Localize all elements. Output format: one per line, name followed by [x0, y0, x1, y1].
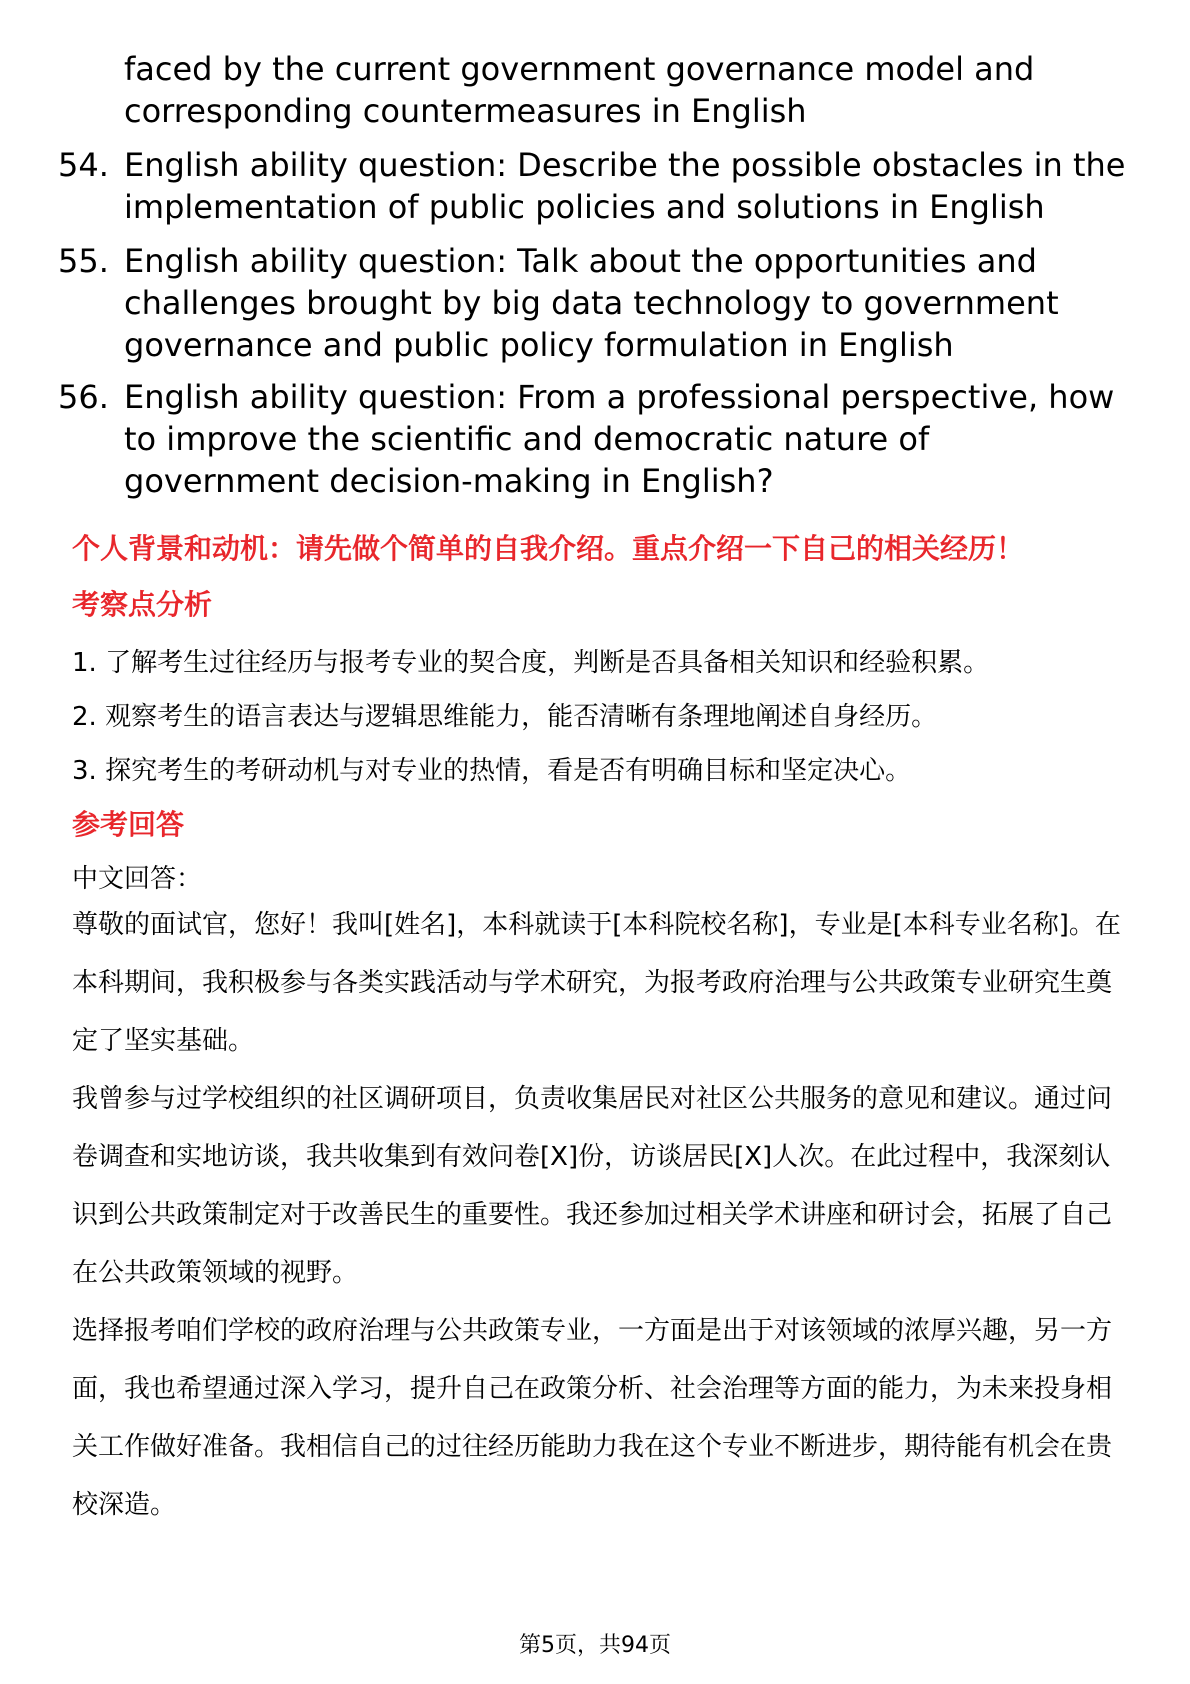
list-text: English ability question: From a professional perspective, how to improve the scientific and democratic nature of government decision-making in English? — [124, 378, 1115, 500]
list-number: 54. — [58, 146, 109, 184]
analysis-point: 2. 观察考生的语言表达与逻辑思维能力，能否清晰有条理地阐述自身经历。 — [72, 702, 938, 732]
analysis-title: 考察点分析 — [72, 588, 213, 621]
answer-paragraph: 我曾参与过学校组织的社区调研项目，负责收集居民对社区公共服务的意见和建议。通过问卷调查和实地访谈，我共收集到有效问卷[X]份，访谈居民[X]人次。在此过程中，我深刻认识到公共政策制定对于改善民生的重要性。我还参加过相关学术讲座和研讨会，拓展了自己在公共政策领域的视野。 — [72, 1084, 1113, 1288]
analysis-point: 3. 探究考生的考研动机与对专业的热情，看是否有明确目标和坚定决心。 — [72, 756, 912, 786]
list-number: 55. — [58, 242, 109, 280]
list-text: faced by the current government governance model and corresponding countermeasures in English — [124, 50, 1035, 130]
analysis-point: 1. 了解考生过往经历与报考专业的契合度，判断是否具备相关知识和经验积累。 — [72, 648, 990, 678]
list-item-56 — [58, 376, 1128, 502]
section-heading: 个人背景和动机：请先做个简单的自我介绍。重点介绍一下自己的相关经历！ — [72, 532, 1025, 565]
list-text: English ability question: Describe the possible obstacles in the implementation of public policies and solutions in English — [124, 146, 1126, 226]
answer-paragraph: 尊敬的面试官，您好！我叫[姓名]，本科就读于[本科院校名称]，专业是[本科专业名称]。在本科期间，我积极参与各类实践活动与学术研究，为报考政府治理与公共政策专业研究生奠定了坚实基础。 — [72, 910, 1121, 1056]
list-number: 56. — [58, 378, 109, 416]
list-text: English ability question: Talk about the opportunities and challenges brought by big data technology to government governance and public policy formulation in English — [124, 242, 1059, 364]
page-footer: 第5页，共94页 — [519, 1633, 671, 1658]
answer-paragraph: 选择报考咱们学校的政府治理与公共政策专业，一方面是出于对该领域的浓厚兴趣，另一方面，我也希望通过深入学习，提升自己在政策分析、社会治理等方面的能力，为未来投身相关工作做好准备。我相信自己的过往经历能助力我在这个专业不断进步，期待能有机会在贵校深造。 — [72, 1316, 1113, 1520]
list-item-55 — [58, 240, 1128, 366]
answer-title: 参考回答 — [72, 808, 185, 841]
answer-label: 中文回答： — [72, 864, 203, 894]
list-item-54 — [58, 144, 1128, 228]
list-item-continued — [58, 48, 1128, 132]
